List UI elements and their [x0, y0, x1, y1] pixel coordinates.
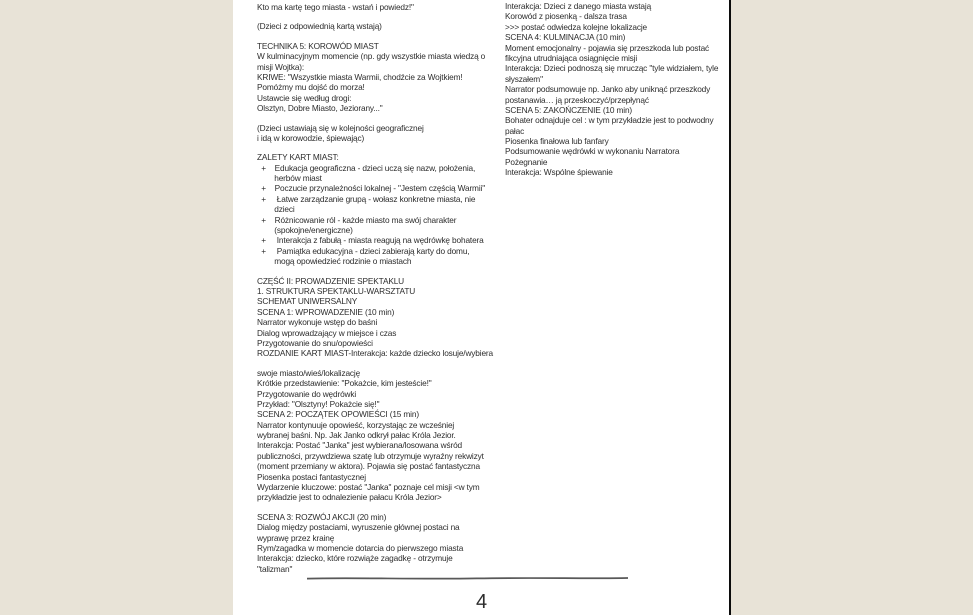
- text-line: dzieci: [257, 204, 295, 215]
- text-line: Narrator kontynuuje opowieść, korzystając ze wcześniej: [257, 419, 455, 430]
- text-line: W kulminacyjnym momencie (np. gdy wszystkie miasta wiedzą o: [257, 51, 486, 62]
- text-line: Przygotowanie do snu/opowieści: [257, 337, 373, 348]
- paragraph: [505, 1, 731, 178]
- text-line: Olsztyn, Dobre Miasto, Jeziorany...": [257, 103, 383, 114]
- text-line: + Pamiątka edukacyjna - dzieci zabierają karty do domu,: [257, 245, 470, 256]
- text-line: + Łatwe zarządzanie grupą - wołasz konkretne miasta, nie: [257, 193, 476, 204]
- text-line: Kto ma kartę tego miasta - wstań i powiedz!": [257, 2, 414, 12]
- text-line: Pożegnanie: [505, 156, 548, 167]
- text-line: + Poczucie przynależności lokalnej - "Jestem częścią Warmii": [257, 183, 485, 194]
- paragraph: [257, 41, 503, 114]
- text-line: (Dzieci ustawiają się w kolejności geograficznej: [257, 122, 424, 133]
- text-line: Korowód z piosenką - dalsza trasa: [505, 11, 627, 22]
- text-line: misji Wojtka):: [257, 61, 305, 72]
- text-line: KRIWE: "Wszystkie miasta Warmii, chodźcie za Wojtkiem!: [257, 71, 463, 82]
- footer-divider-line: [307, 576, 628, 581]
- divider-stroke: [307, 576, 628, 581]
- text-line: (spokojne/energiczne): [257, 225, 353, 236]
- text-line: Rym/zagadka w momencie dotarcia do pierwszego miasta: [257, 542, 464, 553]
- paragraph: [257, 512, 503, 574]
- text-line: >>> postać odwiedza kolejne lokalizacje: [505, 21, 647, 32]
- text-column-left: [257, 2, 503, 583]
- text-line: TECHNIKA 5: KOROWÓD MIAST: [257, 40, 379, 51]
- text-line: SCENA 5: ZAKOŃCZENIE (10 min): [505, 104, 633, 115]
- text-line: Dialog wprowadzający w miejsce i czas: [257, 327, 397, 338]
- text-line: postanawia… ją przeskoczyć/przepłynąć: [505, 94, 649, 105]
- paragraph: [257, 123, 503, 144]
- text-line: pałac: [505, 125, 525, 136]
- text-line: Piosenka finałowa lub fanfary: [505, 136, 609, 147]
- page-right-edge-line: [729, 0, 731, 615]
- text-line: i idą w korowodzie, śpiewając): [257, 132, 365, 143]
- text-line: Dialog między postaciami, wyruszenie głównej postaci na: [257, 522, 460, 533]
- text-line: Interakcja: Dzieci z danego miasta wstają: [505, 1, 652, 11]
- page-number: 4: [475, 591, 488, 613]
- text-line: mogą opowiedzieć rodzinie o miastach: [257, 256, 412, 267]
- text-line: Piosenka postaci fantastycznej: [257, 471, 366, 482]
- text-line: fikcyjna utrudniająca osiągnięcie misji: [505, 52, 638, 63]
- text-line: SCENA 3: ROZWÓJ AKCJI (20 min): [257, 511, 387, 522]
- text-line: przykładzie jest to odnalezienie pałacu Króla Jezior>: [257, 492, 442, 503]
- text-line: + Różnicowanie ról - każde miasto ma swój charakter: [257, 214, 457, 225]
- text-line: ZALETY KART MIAST:: [257, 152, 339, 163]
- text-line: Interakcja: Wspólne śpiewanie: [505, 167, 613, 178]
- text-line: Przygotowanie do wędrówki: [257, 388, 357, 399]
- text-line: + Edukacja geograficzna - dzieci uczą się nazw, położenia,: [257, 162, 476, 173]
- text-line: Podsumowanie wędrówki w wykonaniu Narratora: [505, 146, 680, 157]
- text-line: wyprawę przez krainę: [257, 532, 335, 543]
- text-line: Pomóżmy mu dojść do morza!: [257, 82, 365, 93]
- paragraph: [257, 368, 503, 503]
- text-column-right: [505, 1, 731, 187]
- text-line: (Dzieci z odpowiednią kartą wstają): [257, 21, 382, 32]
- text-line: publiczności, przywdziewa szatę lub otrzymuje wyraźny rekwizyt: [257, 450, 484, 461]
- text-line: Narrator wykonuje wstęp do baśni: [257, 317, 378, 328]
- text-line: Krótkie przedstawienie: "Pokażcie, kim jesteście!": [257, 378, 432, 389]
- paragraph: [257, 2, 503, 12]
- paragraph: [257, 276, 503, 359]
- text-line: Ustawcie się według drogi:: [257, 92, 352, 103]
- text-line: słyszałem": [505, 73, 543, 84]
- text-line: swoje miasto/wieś/lokalizację: [257, 367, 361, 378]
- text-line: CZĘŚĆ II: PROWADZENIE SPEKTAKLU: [257, 275, 405, 286]
- text-line: Interakcja: dziecko, które rozwiąże zagadkę - otrzymuje: [257, 553, 453, 564]
- text-line: Narrator podsumowuje np. Janko aby uniknąć przeszkody: [505, 84, 711, 95]
- text-line: Wydarzenie kluczowe: postać "Janka" poznaje cel misji <w tym: [257, 482, 480, 493]
- text-line: SCHEMAT UNIWERSALNY: [257, 296, 358, 307]
- text-line: herbów miast: [257, 173, 322, 184]
- text-line: Interakcja: Dzieci podnoszą się mrucząc "tyle widziałem, tyle: [505, 63, 719, 74]
- text-line: (moment przemiany w aktora). Pojawia się postać fantastyczna: [257, 461, 480, 472]
- text-line: "talizman": [257, 563, 293, 574]
- text-line: SCENA 1: WPROWADZENIE (10 min): [257, 306, 395, 317]
- text-line: SCENA 2: POCZĄTEK OPOWIEŚCI (15 min): [257, 409, 419, 420]
- text-line: Moment emocjonalny - pojawia się przeszkoda lub postać: [505, 42, 710, 53]
- text-line: SCENA 4: KULMINACJA (10 min): [505, 32, 626, 43]
- text-line: + Interakcja z fabułą - miasta reagują na wędrówkę bohatera: [257, 235, 484, 246]
- text-line: 1. STRUKTURA SPEKTAKLU-WARSZTATU: [257, 285, 416, 296]
- text-line: Interakcja: Postać "Janka" jest wybierana/losowana wśród: [257, 440, 463, 451]
- paragraph: [257, 152, 503, 266]
- text-line: Bohater odnajduje cel : w tym przykładzie jest to podwodny: [505, 115, 714, 126]
- text-line: Przykład: "Olsztyny! Pokażcie się!": [257, 398, 380, 409]
- text-line: wybranej baśni. Np. Jak Janko odkrył pałac Króla Jezior.: [257, 430, 456, 441]
- paragraph: [257, 21, 503, 31]
- text-line: ROZDANIE KART MIAST-Interakcja: każde dziecko losuje/wybiera: [257, 348, 494, 359]
